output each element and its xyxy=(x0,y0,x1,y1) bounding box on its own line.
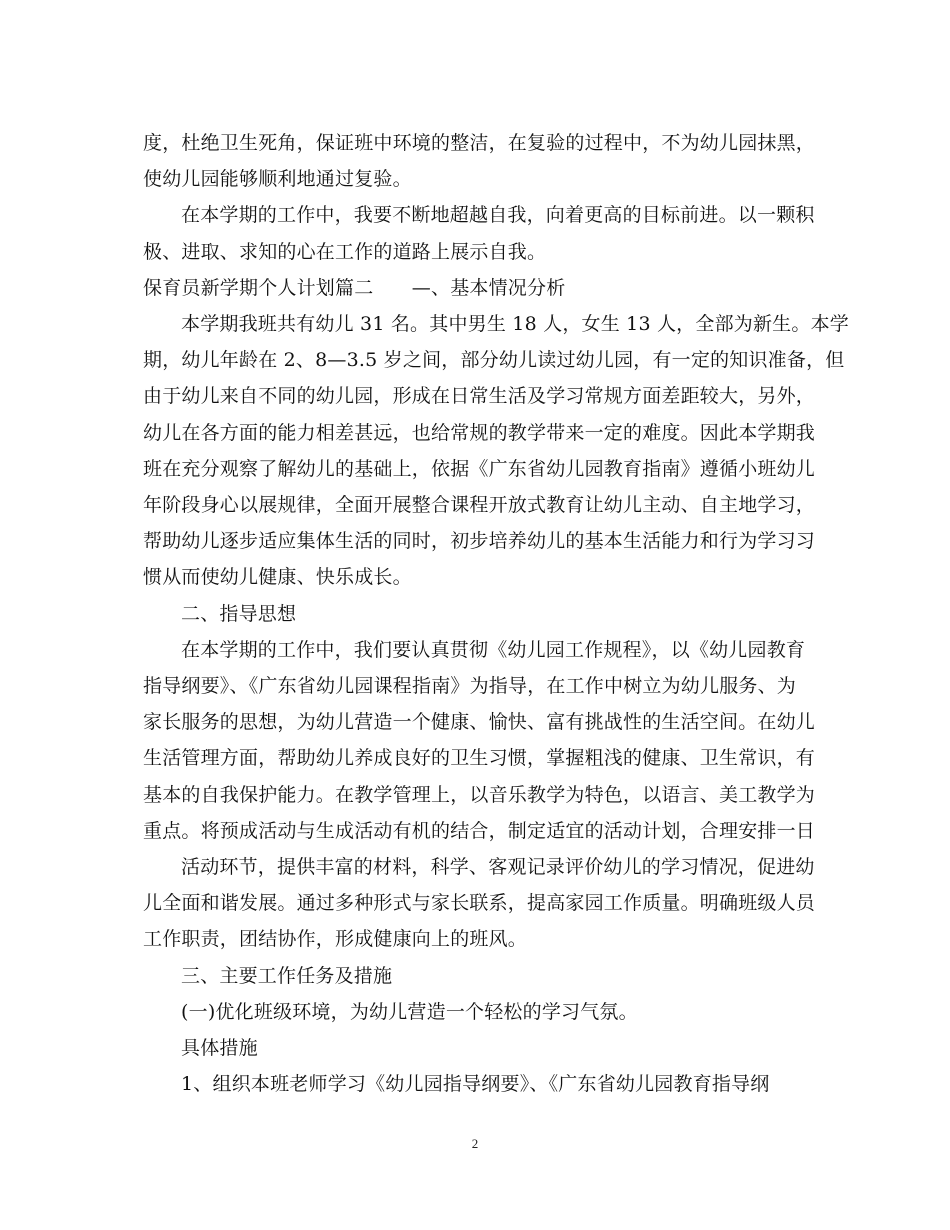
text-line: 度，杜绝卫生死角，保证班中环境的整洁，在复验的过程中，不为幼儿园抹黑， xyxy=(143,132,816,154)
subsection-heading: (一)优化班级环境，为幼儿营造一个轻松的学习气氛。 xyxy=(181,1000,638,1023)
text-line: 重点。将预成活动与生成活动有机的结合，制定适宜的活动计划，合理安排一日 xyxy=(143,819,816,842)
text-line: 家长服务的思想，为幼儿营造一个健康、愉快、富有挑战性的生活空间。在幼儿 xyxy=(143,711,816,734)
text-line: 本学期我班共有幼儿 31 名。其中男生 18 人，女生 13 人，全部为新生。本学 xyxy=(181,313,849,336)
text-line: 使幼儿园能够顺利地通过复验。 xyxy=(143,168,412,191)
text-line: 班在充分观察了解幼儿的基础上，依据《广东省幼儿园教育指南》遵循小班幼儿 xyxy=(143,457,816,480)
text-line: 在本学期的工作中，我们要认真贯彻《幼儿园工作规程》，以《幼儿园教育 xyxy=(181,638,806,661)
document-body xyxy=(143,125,849,1102)
section-heading: 二、指导思想 xyxy=(181,602,297,625)
text-line: 指导纲要》、《广东省幼儿园课程指南》为指导，在工作中树立为幼儿服务、为 xyxy=(143,675,797,698)
text-line: 生活管理方面，帮助幼儿养成良好的卫生习惯，掌握粗浅的健康、卫生常识，有 xyxy=(143,747,816,770)
text-line: 儿全面和谐发展。通过多种形式与家长联系，提高家园工作质量。明确班级人员 xyxy=(143,892,816,915)
text-line: 极、进取、求知的心在工作的道路上展示自我。 xyxy=(143,240,547,263)
text-line: 惯从而使幼儿健康、快乐成长。 xyxy=(143,566,412,589)
text-line: 期，幼儿年龄在 2、8—3.5 岁之间，部分幼儿读过幼儿园，有一定的知识准备，但 xyxy=(143,349,845,372)
text-line: 幼儿在各方面的能力相差甚远，也给常规的教学带来一定的难度。因此本学期我 xyxy=(143,421,816,444)
page-number: 2 xyxy=(471,1136,479,1151)
text-line: 工作职责，团结协作，形成健康向上的班风。 xyxy=(143,928,528,951)
text-line: 由于幼儿来自不同的幼儿园，形成在日常生活及学习常规方面差距较大，另外， xyxy=(143,385,816,408)
text-line: 在本学期的工作中，我要不断地超越自我，向着更高的目标前进。以一颗积 xyxy=(181,204,815,227)
list-item: 1、组织本班老师学习《幼儿园指导纲要》、《广东省幼儿园教育指导纲 xyxy=(181,1073,770,1096)
section-heading-line: 保育员新学期个人计划篇二 —、基本情况分析 xyxy=(143,276,566,299)
text-line: 年阶段身心以展规律，全面开展整合课程开放式教育让幼儿主动、自主地学习， xyxy=(143,494,816,517)
text-line: 基本的自我保护能力。在教学管理上，以音乐教学为特色，以语言、美工教学为 xyxy=(143,783,816,806)
text-line: 活动环节，提供丰富的材料，科学、客观记录评价幼儿的学习情况，促进幼 xyxy=(181,856,815,879)
measures-label: 具体措施 xyxy=(181,1037,258,1060)
text-line: 帮助幼儿逐步适应集体生活的同时，初步培养幼儿的基本生活能力和行为学习习 xyxy=(143,530,816,553)
section-heading: 三、主要工作任务及措施 xyxy=(181,964,393,987)
